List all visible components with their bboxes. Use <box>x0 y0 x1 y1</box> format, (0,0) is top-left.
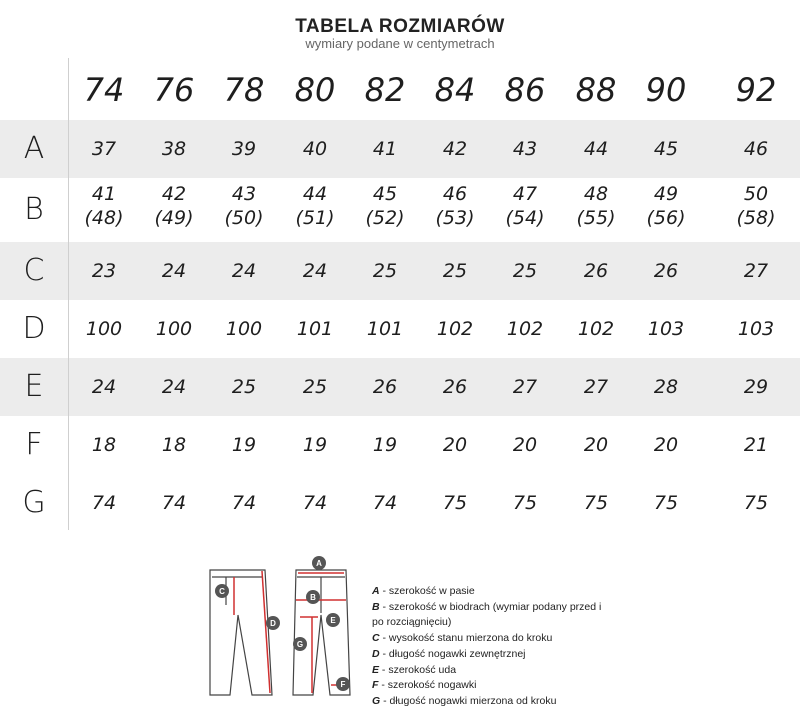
row-label: D <box>22 311 46 346</box>
table-cell: 21 <box>743 434 769 456</box>
table-cell: 37 <box>91 138 117 160</box>
table-cell: 25 <box>231 376 257 398</box>
table-cell: 27 <box>743 260 769 282</box>
table-cell: 26 <box>442 376 468 398</box>
size-header-9: 92 <box>735 71 777 109</box>
badge-d-label: D <box>270 619 276 628</box>
legend-item-f: F - szerokość nogawki <box>372 679 477 692</box>
badge-f-label: F <box>340 680 346 689</box>
table-cell: 102 <box>577 318 615 340</box>
table-cell: 74 <box>372 492 398 514</box>
legend-item-d: D - długość nogawki zewnętrznej <box>372 647 526 660</box>
row-label: A <box>23 131 45 166</box>
page-title: TABELA ROZMIARÓW <box>295 16 505 37</box>
table-cell <box>721 182 791 230</box>
table-cell: 18 <box>91 434 117 456</box>
size-header-4: 82 <box>364 71 406 109</box>
table-cell: 26 <box>372 376 398 398</box>
badge-e-label: E <box>330 616 336 625</box>
table-cell: 27 <box>512 376 538 398</box>
cell-value-stretched: (58) <box>736 207 776 229</box>
table-cell: 38 <box>161 138 187 160</box>
table-divider <box>68 58 69 530</box>
page-subtitle: wymiary podane w centymetrach <box>305 36 495 51</box>
table-cell <box>561 182 631 230</box>
size-header-6: 86 <box>504 71 546 109</box>
legend-item-b-cont: po rozciągnięciu) <box>372 616 452 629</box>
pants-diagram <box>200 555 360 709</box>
table-cell: 42 <box>442 138 468 160</box>
table-cell <box>490 182 560 230</box>
table-cell: 102 <box>436 318 474 340</box>
table-cell: 102 <box>506 318 544 340</box>
table-cell: 101 <box>366 318 404 340</box>
cell-value: 44 <box>302 183 328 205</box>
row-label: G <box>22 485 46 520</box>
table-cell: 75 <box>743 492 769 514</box>
size-header-8: 90 <box>645 71 687 109</box>
table-cell: 24 <box>302 260 328 282</box>
table-cell: 29 <box>743 376 769 398</box>
table-cell: 25 <box>442 260 468 282</box>
cell-value: 50 <box>743 183 769 205</box>
table-cell <box>631 182 701 230</box>
table-cell: 44 <box>583 138 609 160</box>
cell-value-stretched: (52) <box>365 207 405 229</box>
row-label: E <box>24 369 44 404</box>
table-cell <box>209 182 279 230</box>
table-cell: 40 <box>302 138 328 160</box>
table-cell: 41 <box>372 138 398 160</box>
cell-value: 42 <box>161 183 187 205</box>
table-cell: 43 <box>512 138 538 160</box>
table-cell <box>139 182 209 230</box>
legend-item-e: E - szerokość uda <box>372 663 457 676</box>
badge-b-label: B <box>310 593 316 602</box>
row-label: F <box>25 427 43 462</box>
table-cell: 75 <box>653 492 679 514</box>
table-cell: 74 <box>91 492 117 514</box>
cell-value-stretched: (51) <box>295 207 335 229</box>
table-cell <box>350 182 420 230</box>
table-cell: 19 <box>231 434 257 456</box>
table-cell: 100 <box>225 318 263 340</box>
badge-g-label: G <box>296 640 304 649</box>
table-cell: 74 <box>161 492 187 514</box>
table-cell: 24 <box>161 376 187 398</box>
cell-value-stretched: (54) <box>505 207 545 229</box>
table-cell: 74 <box>231 492 257 514</box>
table-cell: 46 <box>743 138 769 160</box>
table-cell: 75 <box>583 492 609 514</box>
legend-item-c: C - wysokość stanu mierzona do kroku <box>372 632 553 645</box>
table-cell: 20 <box>442 434 468 456</box>
table-cell: 28 <box>653 376 679 398</box>
cell-value: 45 <box>372 183 398 205</box>
cell-value: 48 <box>583 183 609 205</box>
table-cell: 26 <box>583 260 609 282</box>
size-header-5: 84 <box>434 71 476 109</box>
size-header-0: 74 <box>83 71 125 109</box>
table-cell: 100 <box>155 318 193 340</box>
table-cell: 24 <box>231 260 257 282</box>
table-cell: 20 <box>512 434 538 456</box>
table-cell: 100 <box>85 318 123 340</box>
table-cell: 26 <box>653 260 679 282</box>
cell-value-stretched: (55) <box>576 207 616 229</box>
table-cell: 25 <box>302 376 328 398</box>
side-view-markers <box>234 571 270 693</box>
table-cell: 18 <box>161 434 187 456</box>
row-label: B <box>24 192 44 227</box>
size-header-2: 78 <box>223 71 265 109</box>
cell-value-stretched: (50) <box>224 207 264 229</box>
table-cell: 25 <box>512 260 538 282</box>
table-cell: 74 <box>302 492 328 514</box>
legend-item-b: B - szerokość w biodrach (wymiar podany przed i <box>372 600 602 613</box>
cell-value-stretched: (53) <box>435 207 475 229</box>
cell-value-stretched: (56) <box>646 207 686 229</box>
table-cell <box>69 182 139 230</box>
badge-a-label: A <box>316 559 322 568</box>
legend-item-a: A - szerokość w pasie <box>372 585 475 597</box>
table-cell: 19 <box>372 434 398 456</box>
legend-item-g: G - długość nogawki mierzona od kroku <box>372 694 557 707</box>
size-header-7: 88 <box>575 71 617 109</box>
table-cell: 75 <box>442 492 468 514</box>
cell-value: 47 <box>512 183 538 205</box>
table-cell: 103 <box>647 318 685 340</box>
pants-front-view <box>293 570 350 695</box>
table-cell: 25 <box>372 260 398 282</box>
cell-value: 46 <box>442 183 468 205</box>
table-cell: 20 <box>583 434 609 456</box>
table-cell: 23 <box>91 260 117 282</box>
table-cell <box>280 182 350 230</box>
table-cell: 19 <box>302 434 328 456</box>
cell-value: 43 <box>231 183 257 205</box>
row-label: C <box>23 253 45 288</box>
table-cell: 103 <box>737 318 775 340</box>
table-cell: 45 <box>653 138 679 160</box>
table-cell: 24 <box>91 376 117 398</box>
table-cell: 27 <box>583 376 609 398</box>
cell-value-stretched: (48) <box>84 207 124 229</box>
size-header-1: 76 <box>153 71 195 109</box>
front-view-markers <box>296 573 348 693</box>
cell-value-stretched: (49) <box>154 207 194 229</box>
table-cell: 75 <box>512 492 538 514</box>
badge-c-side-label: C <box>219 587 225 596</box>
size-header-3: 80 <box>294 71 336 109</box>
table-cell: 20 <box>653 434 679 456</box>
table-cell: 101 <box>296 318 334 340</box>
cell-value: 41 <box>91 183 117 205</box>
table-cell: 24 <box>161 260 187 282</box>
measurement-legend <box>372 584 601 710</box>
table-cell: 39 <box>231 138 257 160</box>
table-cell <box>420 182 490 230</box>
pants-diagram-svg <box>200 555 360 705</box>
cell-value: 49 <box>653 183 679 205</box>
